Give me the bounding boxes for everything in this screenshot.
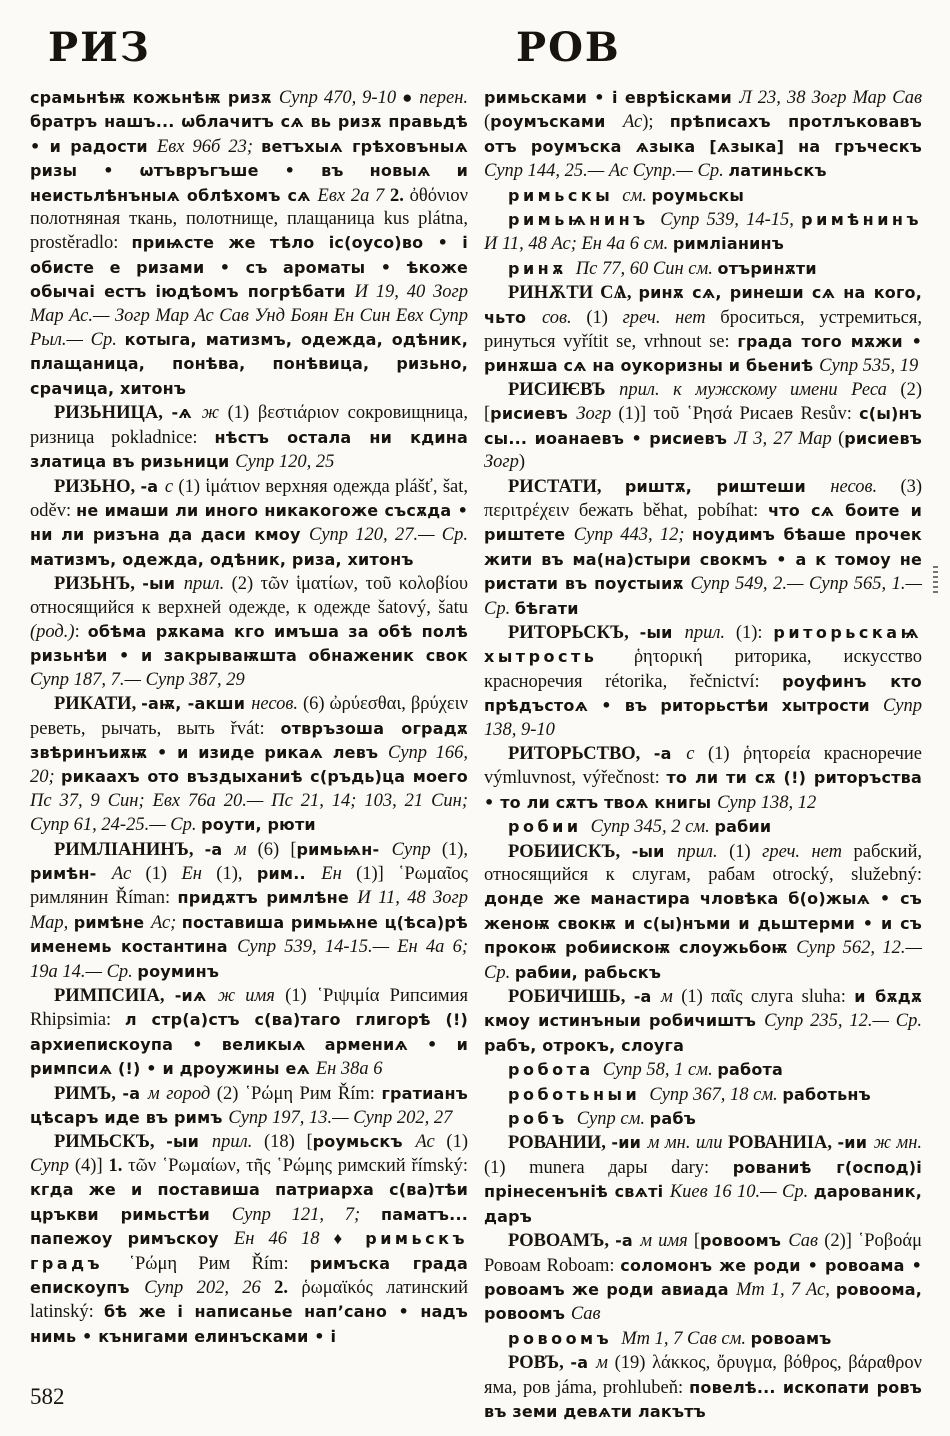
text-segment-ocs: роумъсками	[490, 112, 623, 132]
text-columns	[30, 86, 922, 1424]
text-segment-ocs: матизмъ, одежда, одѣник, риза, хитонъ	[30, 549, 414, 569]
text-segment-it: Супр 58, 1 см.	[602, 1060, 718, 1081]
text-segment-sp: риторьскаѩ хытрость	[484, 622, 922, 667]
text-segment-ocs: отвръзоша оградѫ звѣринъиѫѭ • и изиде рикаѧ левъ	[30, 718, 469, 762]
text-segment-ocs: -аѭ, -акши	[141, 694, 252, 714]
text-segment-b: РИМПСИІА,	[54, 986, 175, 1007]
text-segment-b: РИНѪТИ СѦ,	[508, 283, 639, 304]
text-segment-ocs: ровоома, ровоомъ	[484, 1279, 922, 1324]
text-segment-b: РИЗЬНО,	[54, 476, 141, 497]
text-segment-it: Зогр	[576, 404, 619, 425]
text-segment-it: Супр 166, 20;	[30, 742, 468, 788]
text-segment-it: см.	[622, 185, 652, 206]
text-segment-ocs: роуфинъ кто прѣдъстоѧ • въ риторьстѣи хытрости	[484, 671, 923, 716]
text-segment-ocs: л стр(а)стъ с(ва)таго глигорѣ (!) архиепискоупа • великыѧ армениѧ • и римпсиѧ (!) • и дроужины еѧ	[30, 1010, 468, 1079]
dictionary-paragraph	[484, 742, 922, 815]
text-segment-it: м имя	[640, 1231, 694, 1252]
text-segment-it: Ен 46 18	[233, 1229, 334, 1250]
text-segment-it: Супр 187, 7.— Супр 387, 29	[30, 669, 245, 690]
text-segment-it: м	[596, 1353, 615, 1374]
text-segment-sp: ринѫ	[508, 258, 576, 278]
text-segment-n: ῥητορική риторика, искусство красноречия rétorika, řečnictví:	[484, 647, 923, 692]
text-segment-it: Супр 345, 2 см.	[590, 817, 715, 838]
text-segment-ocs: -ыи	[166, 1132, 212, 1152]
dictionary-paragraph	[30, 475, 468, 573]
text-segment-b: РИМЬСКЪ,	[54, 1132, 167, 1153]
text-segment-it: Пс 37, 9 Син; Евх 76а 20.— Пс 21, 14; 103, 21 Син; Супр 61, 24-25.— Ср.	[30, 790, 468, 836]
text-segment-ocs: донде же манастира чловѣка б(о)жыѧ • съ женоѭ свокѭ и с(ы)нъми и дьштерми • и съ прокоѭ робиискоѭ слоужьбоѭ	[484, 889, 922, 958]
text-segment-ocs: роути, рюти	[201, 815, 316, 835]
text-segment-it: Супр 202, 26	[144, 1277, 275, 1298]
dictionary-paragraph	[30, 692, 468, 837]
text-segment-ocs: римѣне	[73, 912, 151, 932]
dictionary-paragraph	[30, 401, 468, 474]
guide-word-right: РОВ	[516, 24, 621, 71]
text-segment-b: РИКАТИ,	[54, 694, 142, 715]
text-segment-ocs: бѣгати	[514, 598, 579, 618]
text-segment-n: (3) περιτρέχειν бежать běhat, pobíhat:	[484, 476, 923, 521]
text-segment-it: Супр 120, 25	[235, 452, 335, 473]
text-segment-n: (1) βεστιάριον сокровищница, ризница pokladnice:	[30, 403, 468, 448]
text-segment-n: (	[484, 112, 491, 133]
dictionary-paragraph	[30, 1082, 468, 1131]
text-segment-n: (1) ῥητορεία красноречие výmluvnost, výřečnost:	[484, 743, 922, 789]
text-segment-it: ж	[201, 403, 228, 424]
dictionary-paragraph	[484, 1229, 922, 1327]
text-segment-n: (6) ὠρύεσθαι, βρύχειν реветь, рычать, выть řvát:	[30, 694, 468, 739]
text-segment-ocs: -а	[653, 743, 687, 763]
text-segment-n: (1) ἱμάτιον верхняя одежда plášť, šat, oděv:	[30, 476, 468, 521]
text-segment-sp: римьскы	[508, 185, 623, 205]
text-segment-n: ὀθόνιον полотняная ткань, полотнище, плащаница kus plátna, prostěradlo:	[30, 185, 468, 254]
text-segment-ocs: и бѫдѫ кмоу истинъныи робичиштъ	[484, 987, 923, 1031]
text-segment-n: )	[518, 452, 526, 473]
text-segment-ocs: дарованик, даръ	[484, 1182, 922, 1226]
text-segment-ocs: рабии, рабьскъ	[514, 962, 662, 982]
text-segment-it: Супр 144, 25.— Ас Супр.— Ср.	[484, 161, 729, 182]
dictionary-paragraph	[30, 572, 468, 692]
text-segment-ocs: срамьнѣѭ кожьнѣѭ ризѫ	[30, 88, 279, 107]
text-segment-ocs: рованиѣ г(оспод)і прінесенъніѣ свѧті	[484, 1157, 922, 1202]
text-segment-ocs: риштѫ, риштеши	[624, 476, 831, 496]
text-segment-ocs: соломонъ же роди • ровоама • ровоамъ же роди авиада	[484, 1255, 923, 1299]
page-number: 582	[30, 1384, 65, 1409]
text-segment-it: Супр 539, 14-15,	[660, 210, 802, 231]
text-segment-b: РИЗЬНЪ,	[54, 574, 143, 595]
text-segment-n: (1)] τοῦ ῾Ρησά Рисаев Resův:	[618, 404, 860, 425]
text-segment-ocs: братръ нашъ... ѡблачитъ сѧ вь ризѫ правьдѣ • и радости	[30, 112, 468, 156]
dictionary-paragraph	[484, 1327, 922, 1351]
text-segment-it: Л 3, 27 Мар	[734, 428, 839, 449]
text-segment-it: прил.	[677, 841, 730, 862]
text-segment-sym: ♦	[333, 1229, 366, 1249]
text-segment-ocs: римъска града епискоупъ	[30, 1253, 469, 1297]
text-segment-ocs: не имаши ли иного никакогоже съсѫда • ни ли ризъна да даси кмоу	[30, 500, 468, 545]
text-segment-it: Мт 1, 7 Ас,	[735, 1279, 836, 1300]
text-segment-it: Ас	[622, 112, 643, 133]
dictionary-paragraph	[484, 621, 922, 742]
text-segment-sym: ●	[402, 88, 420, 107]
dictionary-paragraph	[484, 475, 922, 621]
text-segment-ocs: латиньскъ	[728, 161, 827, 181]
text-segment-sp: робота	[508, 1060, 603, 1080]
text-segment-b: 1.	[108, 1155, 129, 1176]
text-segment-n: (1),	[216, 864, 257, 884]
text-segment-it: прил.	[684, 622, 736, 643]
text-segment-it: И 19, 40 Зогр Мар Ас.— Зогр Мар Ас Сав Унд Боян Ен Син Евх Супр Рыл.— Ср.	[30, 282, 468, 351]
text-segment-ocs: придѫтъ римлѣне	[177, 888, 358, 908]
text-segment-sp: робии	[508, 817, 591, 837]
text-segment-it: Супр 443, 12;	[573, 525, 692, 546]
margin-pencil-mark	[933, 566, 938, 596]
text-segment-it: Супр 367, 18 см.	[649, 1084, 783, 1105]
text-segment-b: РОВАНИІА,	[727, 1133, 838, 1154]
text-segment-it: несов.	[830, 476, 901, 497]
text-segment-it: И 11, 48 Ас; Ен 4а 6 см.	[484, 234, 673, 255]
text-segment-ocs: римліанинъ	[672, 234, 784, 254]
text-segment-it: Пс 77, 60 Син см.	[575, 258, 718, 279]
text-segment-ocs: града того мѫжи • ринѫша сѧ на оукоризны и бьениѣ	[484, 332, 922, 376]
text-segment-b: РОВОАМЪ,	[508, 1231, 616, 1252]
text-segment-b: 2.	[390, 185, 410, 206]
text-segment-n: :	[74, 621, 88, 642]
text-segment-ocs: римѣн-	[30, 864, 112, 883]
text-segment-b: РИТОРЬСКЪ,	[508, 622, 640, 643]
text-segment-sp: римѣнинъ	[801, 210, 922, 230]
text-segment-n: рабский, относящийся к слугам, рабам otrocký, služebný:	[484, 841, 922, 885]
text-segment-it: Супр	[30, 1155, 75, 1176]
text-segment-b: РОВАНИИ,	[508, 1133, 612, 1154]
text-segment-ocs: -ии	[837, 1133, 874, 1153]
text-segment-it: Супр 197, 13.— Супр 202, 27	[228, 1108, 453, 1129]
text-segment-it: Киев 16 10.— Ср.	[669, 1182, 814, 1203]
text-segment-ocs: ветъхыѧ грѣховъныѧ ризы • ѡтъвръгъше • въ новыѧ и неистьлѣнъныѧ облѣхомъ сѧ	[30, 136, 468, 205]
text-segment-ocs: рабъ	[649, 1109, 696, 1129]
text-segment-sp: робъ	[508, 1109, 577, 1129]
text-segment-it: греч. нет	[622, 307, 721, 328]
text-segment-n: );	[642, 112, 670, 133]
text-segment-ocs: -ыи	[142, 574, 184, 594]
text-segment-ocs: -ыи	[639, 622, 685, 642]
text-segment-ocs: то ли ти сѫ (!) риторъства • то ли сѫтъ твоѧ книгы	[484, 768, 923, 812]
text-segment-b: РИСИѤВЪ	[508, 379, 620, 400]
text-segment-ocs: повелѣ... ископати ровъ въ земи девѧти лакътъ	[484, 1377, 923, 1421]
guide-word-left: РИЗ	[48, 24, 151, 71]
text-segment-it: перен.	[419, 88, 468, 108]
text-segment-ocs: кгда же и поставиша патриарха с(ва)тѣи цръкви римьстѣи	[30, 1180, 468, 1224]
text-segment-b: РИТОРЬСТВО,	[508, 743, 654, 764]
text-segment-it: Супр см.	[576, 1109, 650, 1130]
text-segment-it: Ен	[321, 864, 357, 884]
text-segment-ocs: ноудимъ бѣаше прочек жити въ ма(на)стыри свокмъ • а к томоу не ристати въ поустыиѫ	[484, 525, 922, 594]
text-segment-ocs: отъринѫти	[717, 258, 817, 278]
text-segment-ocs: роумьскы	[651, 185, 745, 205]
text-segment-it: Ас;	[150, 912, 182, 933]
dictionary-paragraph	[484, 815, 922, 839]
dictionary-paragraph	[30, 984, 468, 1082]
text-segment-it: прил.	[211, 1132, 264, 1153]
text-segment-n: (1)	[145, 864, 182, 884]
text-segment-n: (1) ῾Ριψιμία Рипсимия Rhipsimia:	[30, 986, 468, 1031]
text-segment-it: м	[234, 839, 258, 860]
text-segment-n: броситься, устремиться, ринуться vyřítit se, vrhnout se:	[484, 307, 923, 353]
text-segment-ocs: котыга, матизмъ, одежда, одѣник, плащаница, понѣва, понѣвица, ризьно, срачица, хитонъ	[30, 330, 469, 398]
text-segment-n: (	[838, 428, 845, 449]
dictionary-paragraph	[484, 1351, 922, 1424]
dictionary-paragraph	[484, 1131, 922, 1229]
text-segment-ocs: работа	[717, 1060, 784, 1080]
dictionary-paragraph	[30, 838, 468, 984]
dictionary-paragraph	[484, 1083, 922, 1107]
text-segment-it: Супр 535, 19	[819, 356, 919, 377]
text-segment-it: И 11, 48 Зогр Мар,	[30, 888, 468, 933]
left-column	[30, 86, 468, 1424]
dictionary-paragraph	[30, 86, 468, 401]
text-segment-it: с	[164, 476, 179, 497]
text-segment-n: (1)	[586, 307, 623, 328]
text-segment-n: (2) ῾Ρώμη Рим Řím:	[216, 1083, 382, 1104]
text-segment-it: Супр	[391, 839, 442, 860]
text-segment-ocs: рисиевъ	[844, 428, 922, 448]
text-segment-ocs: римьсками • і еврѣісками	[484, 88, 740, 107]
text-segment-ocs: гратианъ цѣсаръ иде въ римъ	[30, 1083, 469, 1128]
text-segment-n: (19) λάκκος, ὄρυγμα, βόθρος, βάραθρον яма, ров jáma, prohlubeň:	[484, 1353, 922, 1398]
text-segment-it: прил.	[183, 574, 232, 595]
text-segment-it: Л 23, 38 Зогр Мар Сав	[739, 88, 922, 108]
text-segment-n: (1)	[446, 1132, 468, 1153]
text-segment-b: РИСТАТИ,	[508, 476, 625, 497]
text-segment-ocs: рабии	[714, 817, 772, 837]
dictionary-paragraph	[484, 379, 922, 475]
text-segment-n: (2)] ῾Ροβοάμ Ровоам Roboam:	[484, 1231, 923, 1276]
text-segment-ocs: обѣма рѫкама кго имъша за обѣ полѣ ризьнѣи • и закрываѭшта обнаженик свок	[30, 621, 468, 666]
text-segment-n: (2) τῶν ἱματίων, τοῦ κολοβίου относящийся к верхней одежде, к одежде šatový, šatu	[30, 574, 468, 618]
text-segment-ocs: паматъ... папежоу римъскоу	[30, 1204, 468, 1249]
text-segment-sp: римьѩнинъ	[508, 210, 661, 230]
text-segment-n: (18) [	[264, 1132, 313, 1153]
text-segment-b: РОБИИСКЪ,	[508, 841, 632, 862]
text-segment-n: (1)	[729, 841, 763, 862]
text-segment-b: РОВЪ,	[508, 1353, 571, 1374]
text-segment-it: ж имя	[217, 986, 286, 1007]
text-segment-it: Евх 2а 7	[317, 185, 391, 206]
text-segment-it: Супр 562, 12.— Ср.	[484, 938, 922, 983]
text-segment-it: с	[686, 743, 708, 764]
text-segment-ocs: -ии	[611, 1133, 648, 1153]
dictionary-paragraph	[484, 840, 922, 985]
text-segment-sp: роботьныи	[508, 1084, 650, 1104]
dictionary-paragraph	[484, 257, 922, 281]
text-segment-ocs: рабъ, отрокъ, слоуга	[484, 1035, 685, 1055]
dictionary-paragraph	[30, 1130, 468, 1349]
text-segment-it: ж мн.	[873, 1133, 922, 1154]
text-segment-ocs: -а	[122, 1083, 148, 1103]
text-segment-it: Ас	[415, 1132, 447, 1153]
text-segment-it: Евх 96б 23;	[156, 136, 262, 157]
dictionary-paragraph	[484, 86, 922, 184]
text-segment-it: Супр 121, 7;	[231, 1204, 381, 1225]
text-segment-n: (1):	[735, 622, 774, 643]
text-segment-ocs: -а	[633, 987, 662, 1007]
text-segment-ocs: прѣписахъ протлъковавъ отъ роумъска ѧзыка [ѧзыка] на гръческъ	[484, 112, 922, 156]
text-segment-it: Сав	[570, 1304, 601, 1325]
text-segment-ocs: рим..	[256, 864, 322, 883]
text-segment-ocs: работьнъ	[782, 1084, 871, 1104]
text-segment-it: м мн. или	[647, 1133, 728, 1154]
text-segment-ocs: -иѧ	[174, 986, 218, 1006]
text-segment-ocs: -а	[615, 1231, 641, 1251]
text-segment-it: Сав	[788, 1231, 825, 1252]
text-segment-n: (1),	[441, 839, 469, 860]
text-segment-it: сов.	[541, 307, 587, 328]
text-segment-ocs: с(ы)нъ сы... иоанаевъ • рисиевъ	[484, 404, 922, 448]
text-segment-n: [	[693, 1231, 701, 1252]
right-column	[484, 86, 922, 1424]
text-segment-n: (4)]	[74, 1155, 109, 1176]
text-segment-ocs: роумьскъ	[312, 1132, 416, 1152]
text-segment-it: Ен 38а 6	[315, 1059, 383, 1080]
text-segment-it: Супр 549, 2.— Супр 565, 1.— Ср.	[484, 574, 923, 619]
text-segment-it: м	[661, 987, 682, 1008]
dictionary-paragraph	[484, 184, 922, 208]
text-segment-ocs: -а	[140, 476, 165, 496]
text-segment-n: ῾Ρώμη Рим Řím:	[128, 1253, 310, 1274]
text-segment-n: (1)] ῾Ρωμαῖος римлянин Říman:	[30, 864, 468, 909]
text-segment-it: (род.)	[30, 621, 75, 642]
text-segment-b: 2.	[274, 1277, 302, 1298]
text-segment-n: (2) [	[484, 379, 922, 425]
text-segment-it: прил. к мужскому имени Реса	[619, 379, 901, 400]
text-segment-it: Супр 138, 12	[717, 792, 817, 813]
text-segment-n: (6) [	[257, 839, 297, 860]
text-segment-it: Ен	[181, 864, 217, 884]
text-segment-ocs: -ыи	[631, 841, 678, 861]
text-segment-sp: римьскъ градъ	[30, 1229, 468, 1273]
text-segment-n: (1) munera дары dary:	[484, 1157, 733, 1178]
text-segment-ocs: приѩсте же тѣло іс(оусо)во • і обисте е ризами • съ ароматы • ѣкоже обычаі естъ іюдѣомъ погрѣбати	[30, 233, 468, 302]
text-segment-ocs: ровоамъ	[750, 1328, 832, 1348]
text-segment-it: Супр 120, 27.— Ср.	[308, 525, 468, 546]
dictionary-paragraph	[484, 985, 922, 1058]
text-segment-ocs: рисиевъ	[490, 404, 577, 424]
text-segment-it: несов.	[251, 694, 303, 715]
text-segment-ocs: бѣ же і написанье нап’сано • надъ нимь • кънигами елинъсками • і	[30, 1302, 468, 1346]
text-segment-it: Супр 138, 9-10	[484, 696, 922, 740]
text-segment-b: РИЗЬНИЦА,	[54, 403, 172, 424]
text-segment-it: м город	[147, 1083, 217, 1104]
text-segment-b: РОБИЧИШЬ,	[508, 987, 634, 1008]
text-segment-b: РИМЪ,	[54, 1083, 123, 1104]
text-segment-n: τῶν ῾Ρωμαίων, τῆς ῾Ρώμης римский římský:	[128, 1155, 468, 1176]
dictionary-paragraph	[484, 281, 922, 379]
text-segment-it: Супр 470, 9-10	[278, 88, 403, 108]
text-segment-ocs: поставиша римьѩне ц(ѣса)рѣ именемь костантина	[30, 912, 468, 957]
dictionary-paragraph	[484, 1107, 922, 1131]
text-segment-ocs: роуминъ	[137, 961, 220, 981]
text-segment-ocs: что сѧ боите и риштете	[484, 500, 922, 545]
text-segment-ocs: римьѩн-	[296, 839, 392, 859]
text-segment-n: (1) παῖς слуга sluha:	[681, 987, 855, 1008]
dictionary-paragraph	[484, 208, 922, 257]
text-segment-ocs: нѣстъ остала ни кдина златица въ ризьници	[30, 427, 468, 472]
text-segment-it: Зогр	[484, 452, 519, 473]
text-segment-it: Супр 539, 14-15.— Ен 4а 6; 19а 14.— Ср.	[30, 937, 468, 982]
text-segment-ocs: ровоомъ	[700, 1231, 789, 1251]
text-segment-n: ῥωμαϊκός латинский latinský:	[30, 1277, 469, 1323]
text-segment-it: Ас	[111, 864, 146, 884]
text-segment-it: Мт 1, 7 Сав см.	[621, 1328, 751, 1349]
text-segment-ocs: ринѫ сѧ, ринеши сѧ на кого, чьто	[484, 283, 922, 327]
text-segment-ocs: -а	[570, 1353, 597, 1373]
text-segment-b: РИМЛІАНИНЪ,	[54, 839, 205, 860]
text-segment-it: Супр 235, 12.— Ср.	[764, 1011, 922, 1032]
text-segment-ocs: -ѧ	[171, 403, 202, 423]
text-segment-sp: ровоомъ	[508, 1328, 622, 1348]
text-segment-ocs: -а	[204, 839, 235, 859]
dictionary-paragraph	[484, 1058, 922, 1082]
text-segment-ocs: рикаахъ ото въздыханиѣ с(ръдь)ца моего	[61, 767, 468, 787]
text-segment-it: греч. нет	[762, 841, 854, 862]
